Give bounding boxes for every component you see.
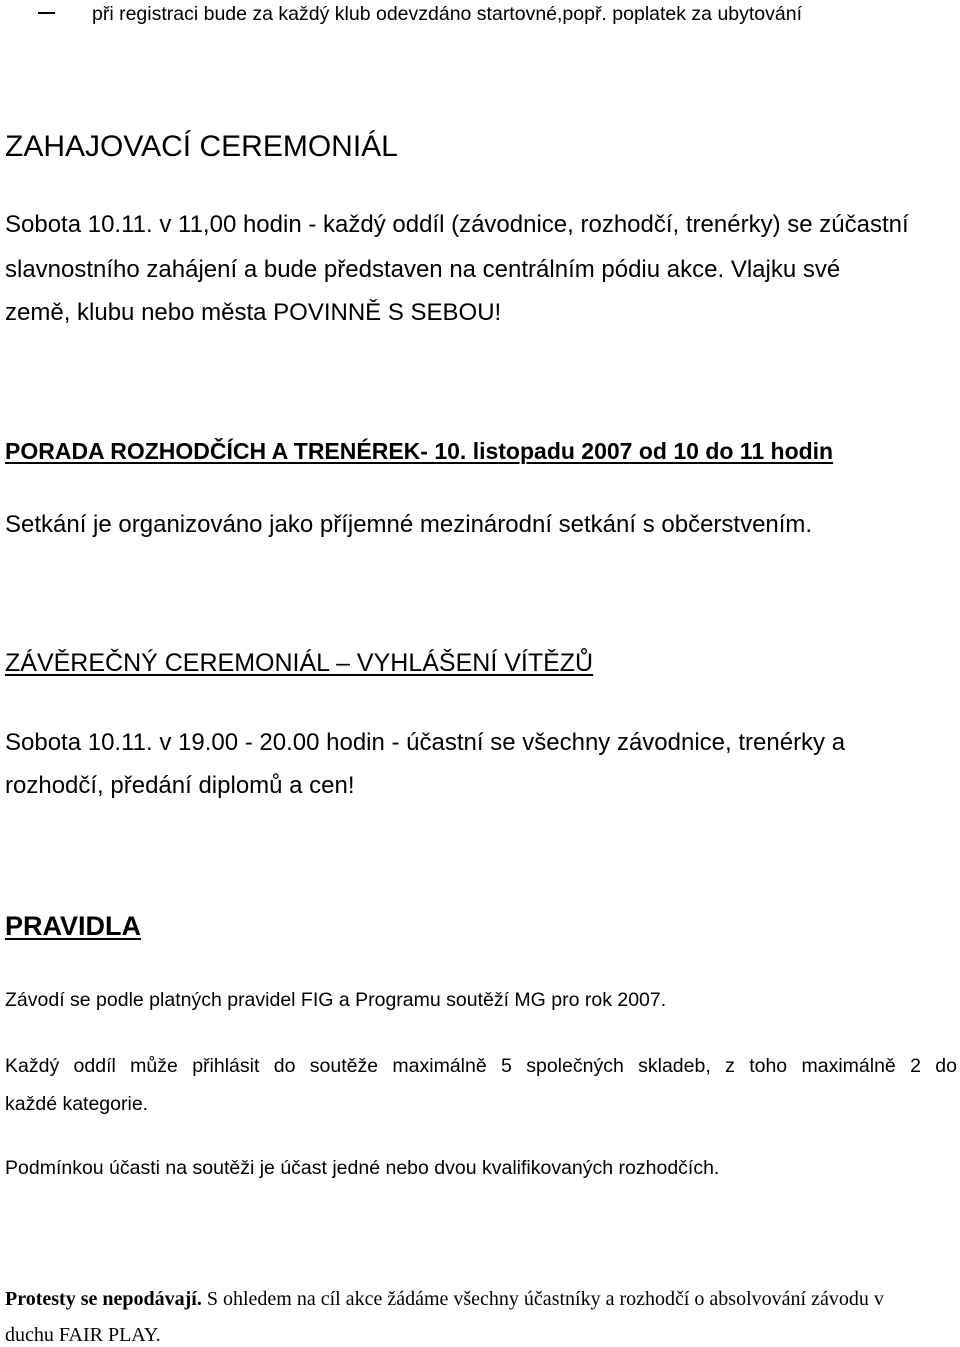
protests-line-2: duchu FAIR PLAY. [5, 1324, 161, 1346]
closing-line-1: Sobota 10.11. v 19.00 - 20.00 hodin - účastní se všechny závodnice, trenérky a [5, 729, 846, 756]
protests-line-1 [5, 1287, 957, 1311]
meeting-heading: PORADA ROZHODČÍCH A TRENÉREK- 10. listopadu 2007 od 10 do 11 hodin [5, 438, 834, 464]
rules-line-2a-text: Každý oddíl může přihlásit do soutěže maximálně 5 společných skladeb, z toho maximálně 2 do [5, 1055, 957, 1077]
rules-line-2b: každé kategorie. [5, 1093, 149, 1115]
registration-fee-text: při registraci bude za každý klub odevzdáno startovné,popř. poplatek za ubytování [92, 3, 803, 25]
opening-line-3: země, klubu nebo města POVINNĚ S SEBOU! [5, 299, 502, 326]
opening-ceremony-heading: ZAHAJOVACÍ CEREMONIÁL [5, 130, 398, 163]
rules-line-2a [5, 1054, 957, 1078]
rules-heading: PRAVIDLA [5, 911, 142, 941]
protests-bold-label: Protesty se nepodávají. [5, 1288, 202, 1310]
rules-line-3: Podmínkou účasti na soutěži je účast jedné nebo dvou kvalifikovaných rozhodčích. [5, 1157, 720, 1179]
opening-line-2: slavnostního zahájení a bude představen na centrálním pódiu akce. Vlajku své [5, 256, 841, 283]
closing-ceremony-heading: ZÁVĚREČNÝ CEREMONIÁL – VYHLÁŠENÍ VÍTĚZŮ [5, 649, 594, 677]
protests-rest-text: S ohledem na cíl akce žádáme všechny účastníky a rozhodčí o absolvování závodu v [201, 1288, 884, 1310]
rules-line-1: Závodí se podle platných pravidel FIG a Programu soutěží MG pro rok 2007. [5, 989, 667, 1011]
bullet-dash-icon [38, 12, 55, 14]
opening-line-1: Sobota 10.11. v 11,00 hodin - každý oddíl (závodnice, rozhodčí, trenérky) se zúčastní [5, 211, 909, 238]
meeting-text: Setkání je organizováno jako příjemné mezinárodní setkání s občerstvením. [5, 511, 813, 538]
closing-line-2: rozhodčí, předání diplomů a cen! [5, 772, 355, 799]
